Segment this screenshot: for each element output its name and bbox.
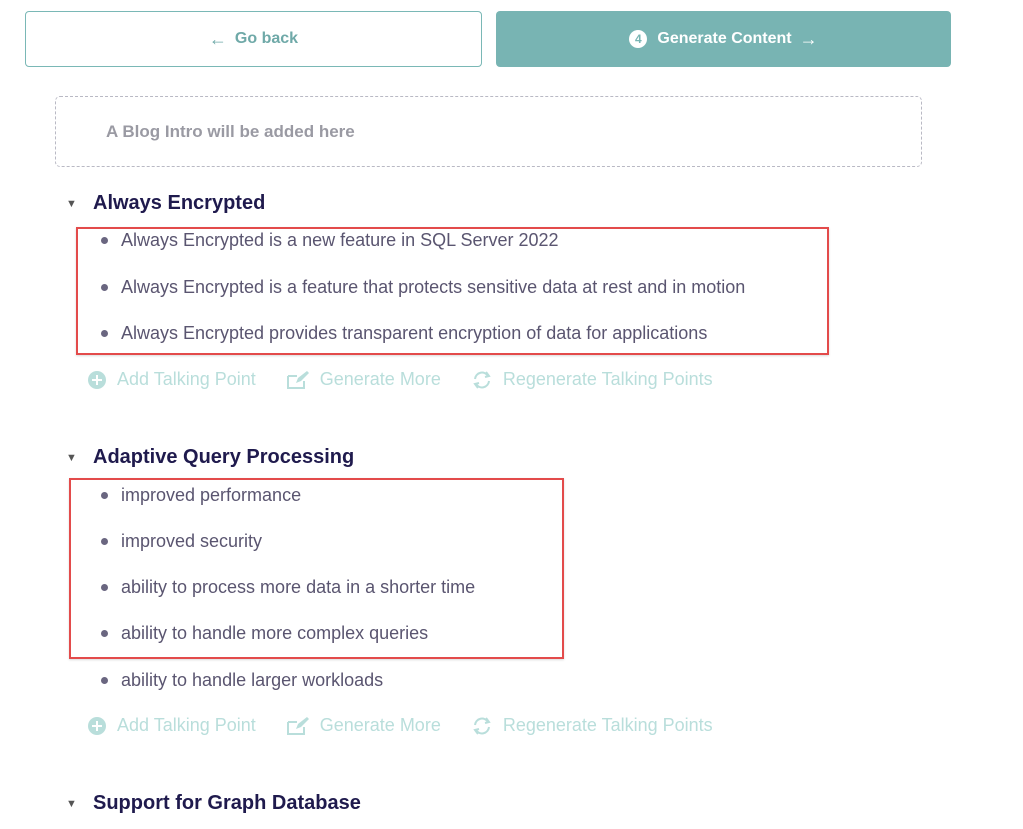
talking-point-text: Always Encrypted is a new feature in SQL Server 2022 [121,230,559,250]
blog-intro-placeholder[interactable] [55,96,922,167]
bullet-icon [101,284,108,291]
blog-intro-text: A Blog Intro will be added here [106,121,355,141]
bullet-icon [101,492,108,499]
talking-point-text: ability to handle larger workloads [121,670,384,690]
section-title-always-encrypted[interactable] [66,192,265,215]
caret-down-icon[interactable]: ▼ [66,797,77,810]
add-talking-point-label: Add Talking Point [117,369,256,389]
step-badge: 4 [629,30,647,48]
talking-point-text: ability to handle more complex queries [121,623,429,643]
caret-down-icon[interactable]: ▼ [66,197,77,210]
regenerate-talking-points-label: Regenerate Talking Points [502,715,713,735]
arrow-left-icon: ← [208,28,227,49]
section-title-label: Adaptive Query Processing [93,446,355,468]
plus-circle-icon [87,716,107,736]
bullet-icon [101,677,108,684]
talking-point[interactable] [101,323,707,344]
talking-point-text: Always Encrypted provides transparent encryption of data for applications [121,323,708,343]
plus-circle-icon [87,370,107,390]
regenerate-talking-points-button[interactable] [471,369,713,390]
talking-point[interactable] [101,670,383,691]
add-talking-point-button[interactable] [87,715,256,736]
talking-point[interactable] [101,531,262,552]
refresh-icon [471,370,493,390]
bullet-icon [101,237,108,244]
regenerate-talking-points-label: Regenerate Talking Points [502,369,713,389]
generate-more-button[interactable] [286,369,441,390]
section-actions [87,369,743,390]
bullet-icon [101,584,108,591]
talking-point-text: improved performance [121,485,302,505]
generate-more-label: Generate More [319,715,441,735]
talking-point-text: ability to process more data in a shorter time [121,577,476,597]
go-back-button[interactable] [25,11,482,67]
generate-more-button[interactable] [286,715,441,736]
refresh-icon [471,716,493,736]
talking-point-text: Always Encrypted is a feature that protects sensitive data at rest and in motion [121,277,746,297]
go-back-label: Go back [234,30,299,47]
generate-more-label: Generate More [319,369,441,389]
talking-point[interactable] [101,485,301,506]
bullet-icon [101,330,108,337]
section-title-adaptive-query-processing[interactable] [66,446,354,469]
talking-point[interactable] [101,230,559,251]
generate-content-label: Generate Content [657,30,792,47]
talking-point[interactable] [101,277,745,298]
section-actions [87,715,743,736]
arrow-right-icon: → [799,28,818,49]
regenerate-talking-points-button[interactable] [471,715,713,736]
talking-point[interactable] [101,577,475,598]
add-talking-point-button[interactable] [87,369,256,390]
bullet-icon [101,630,108,637]
add-talking-point-label: Add Talking Point [117,715,256,735]
talking-point-text: improved security [121,531,263,551]
section-title-support-for-graph-database[interactable] [66,792,361,815]
talking-point[interactable] [101,623,428,644]
edit-icon [286,716,310,736]
bullet-icon [101,538,108,545]
section-title-label: Always Encrypted [93,192,266,214]
section-title-label: Support for Graph Database [93,792,361,814]
generate-content-button[interactable] [496,11,951,67]
edit-icon [286,370,310,390]
caret-down-icon[interactable]: ▼ [66,451,77,464]
